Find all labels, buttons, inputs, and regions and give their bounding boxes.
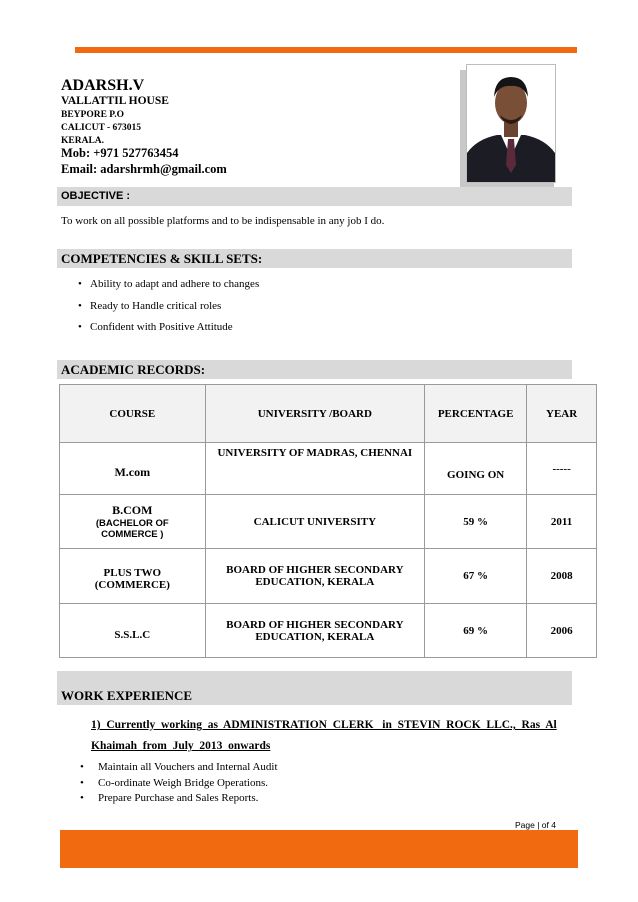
work-experience-title: WORK EXPERIENCE bbox=[61, 688, 193, 703]
table-header-row bbox=[60, 385, 597, 443]
profile-photo bbox=[466, 64, 556, 183]
table-row bbox=[60, 495, 597, 549]
table-cell: ----- bbox=[527, 443, 597, 495]
course-name: B.COM bbox=[112, 503, 153, 517]
job-title-line-1: 1) Currently working as ADMINISTRATION CLERK in STEVIN ROCK LLC., Ras Al bbox=[91, 719, 557, 731]
table-row bbox=[60, 604, 597, 658]
table-row bbox=[60, 443, 597, 495]
objective-band bbox=[57, 187, 572, 206]
address-line-3: CALICUT - 673015 bbox=[61, 123, 142, 133]
table-cell: 2008 bbox=[527, 549, 597, 604]
header-cell: UNIVERSITY /BOARD bbox=[205, 385, 424, 443]
list-item: • Confident with Positive Attitude bbox=[78, 321, 259, 343]
table-cell: GOING ON bbox=[425, 443, 527, 495]
table-cell: S.S.L.C bbox=[60, 604, 206, 658]
objective-title: OBJECTIVE : bbox=[61, 190, 131, 202]
address-line-1: VALLATTIL HOUSE bbox=[61, 95, 169, 107]
job-title-line-2: Khaimah from July 2013 onwards bbox=[91, 740, 271, 752]
table-cell: 59 % bbox=[425, 495, 527, 549]
job-duties-list bbox=[78, 761, 278, 808]
competencies-title: COMPETENCIES & SKILL SETS: bbox=[61, 251, 263, 266]
objective-text: To work on all possible platforms and to be indispensable in any job I do. bbox=[61, 215, 385, 227]
competencies-list bbox=[78, 278, 259, 343]
header-cell: YEAR bbox=[527, 385, 597, 443]
academic-band bbox=[57, 360, 572, 379]
competencies-band bbox=[57, 249, 572, 268]
table-cell: PLUS TWO (COMMERCE) bbox=[60, 549, 206, 604]
academic-title: ACADEMIC RECORDS: bbox=[61, 362, 206, 377]
table-cell: 69 % bbox=[425, 604, 527, 658]
page-number: Page | of 4 bbox=[515, 820, 556, 830]
top-accent-bar bbox=[75, 47, 577, 53]
address-line-4: KERALA. bbox=[61, 136, 105, 146]
table-cell: BOARD OF HIGHER SECONDARY EDUCATION, KERALA bbox=[205, 549, 424, 604]
table-cell: 2006 bbox=[527, 604, 597, 658]
table-cell bbox=[60, 495, 206, 549]
table-cell: 67 % bbox=[425, 549, 527, 604]
course-subtitle: (BACHELOR OF COMMERCE ) bbox=[95, 518, 169, 540]
header-cell: COURSE bbox=[60, 385, 206, 443]
email-address: Email: adarshrmh@gmail.com bbox=[61, 162, 227, 176]
list-item: • Ability to adapt and adhere to changes bbox=[78, 278, 259, 300]
address-line-2: BEYPORE P.O bbox=[61, 110, 124, 120]
list-item: • Prepare Purchase and Sales Reports. bbox=[78, 792, 278, 808]
header-cell: PERCENTAGE bbox=[425, 385, 527, 443]
mobile-number: Mob: +971 527763454 bbox=[61, 146, 179, 160]
list-item: • Maintain all Vouchers and Internal Audit bbox=[78, 761, 278, 777]
list-item: • Co-ordinate Weigh Bridge Operations. bbox=[78, 777, 278, 793]
work-experience-band bbox=[57, 671, 572, 705]
candidate-name: ADARSH.V bbox=[61, 77, 145, 94]
academic-table bbox=[59, 384, 597, 658]
list-item: • Ready to Handle critical roles bbox=[78, 300, 259, 322]
table-row bbox=[60, 549, 597, 604]
footer-accent-bar bbox=[60, 830, 578, 868]
table-cell: BOARD OF HIGHER SECONDARY EDUCATION, KERALA bbox=[205, 604, 424, 658]
table-cell: M.com bbox=[60, 443, 206, 495]
table-cell: UNIVERSITY OF MADRAS, CHENNAI bbox=[205, 443, 424, 495]
table-cell: 2011 bbox=[527, 495, 597, 549]
table-cell: CALICUT UNIVERSITY bbox=[205, 495, 424, 549]
